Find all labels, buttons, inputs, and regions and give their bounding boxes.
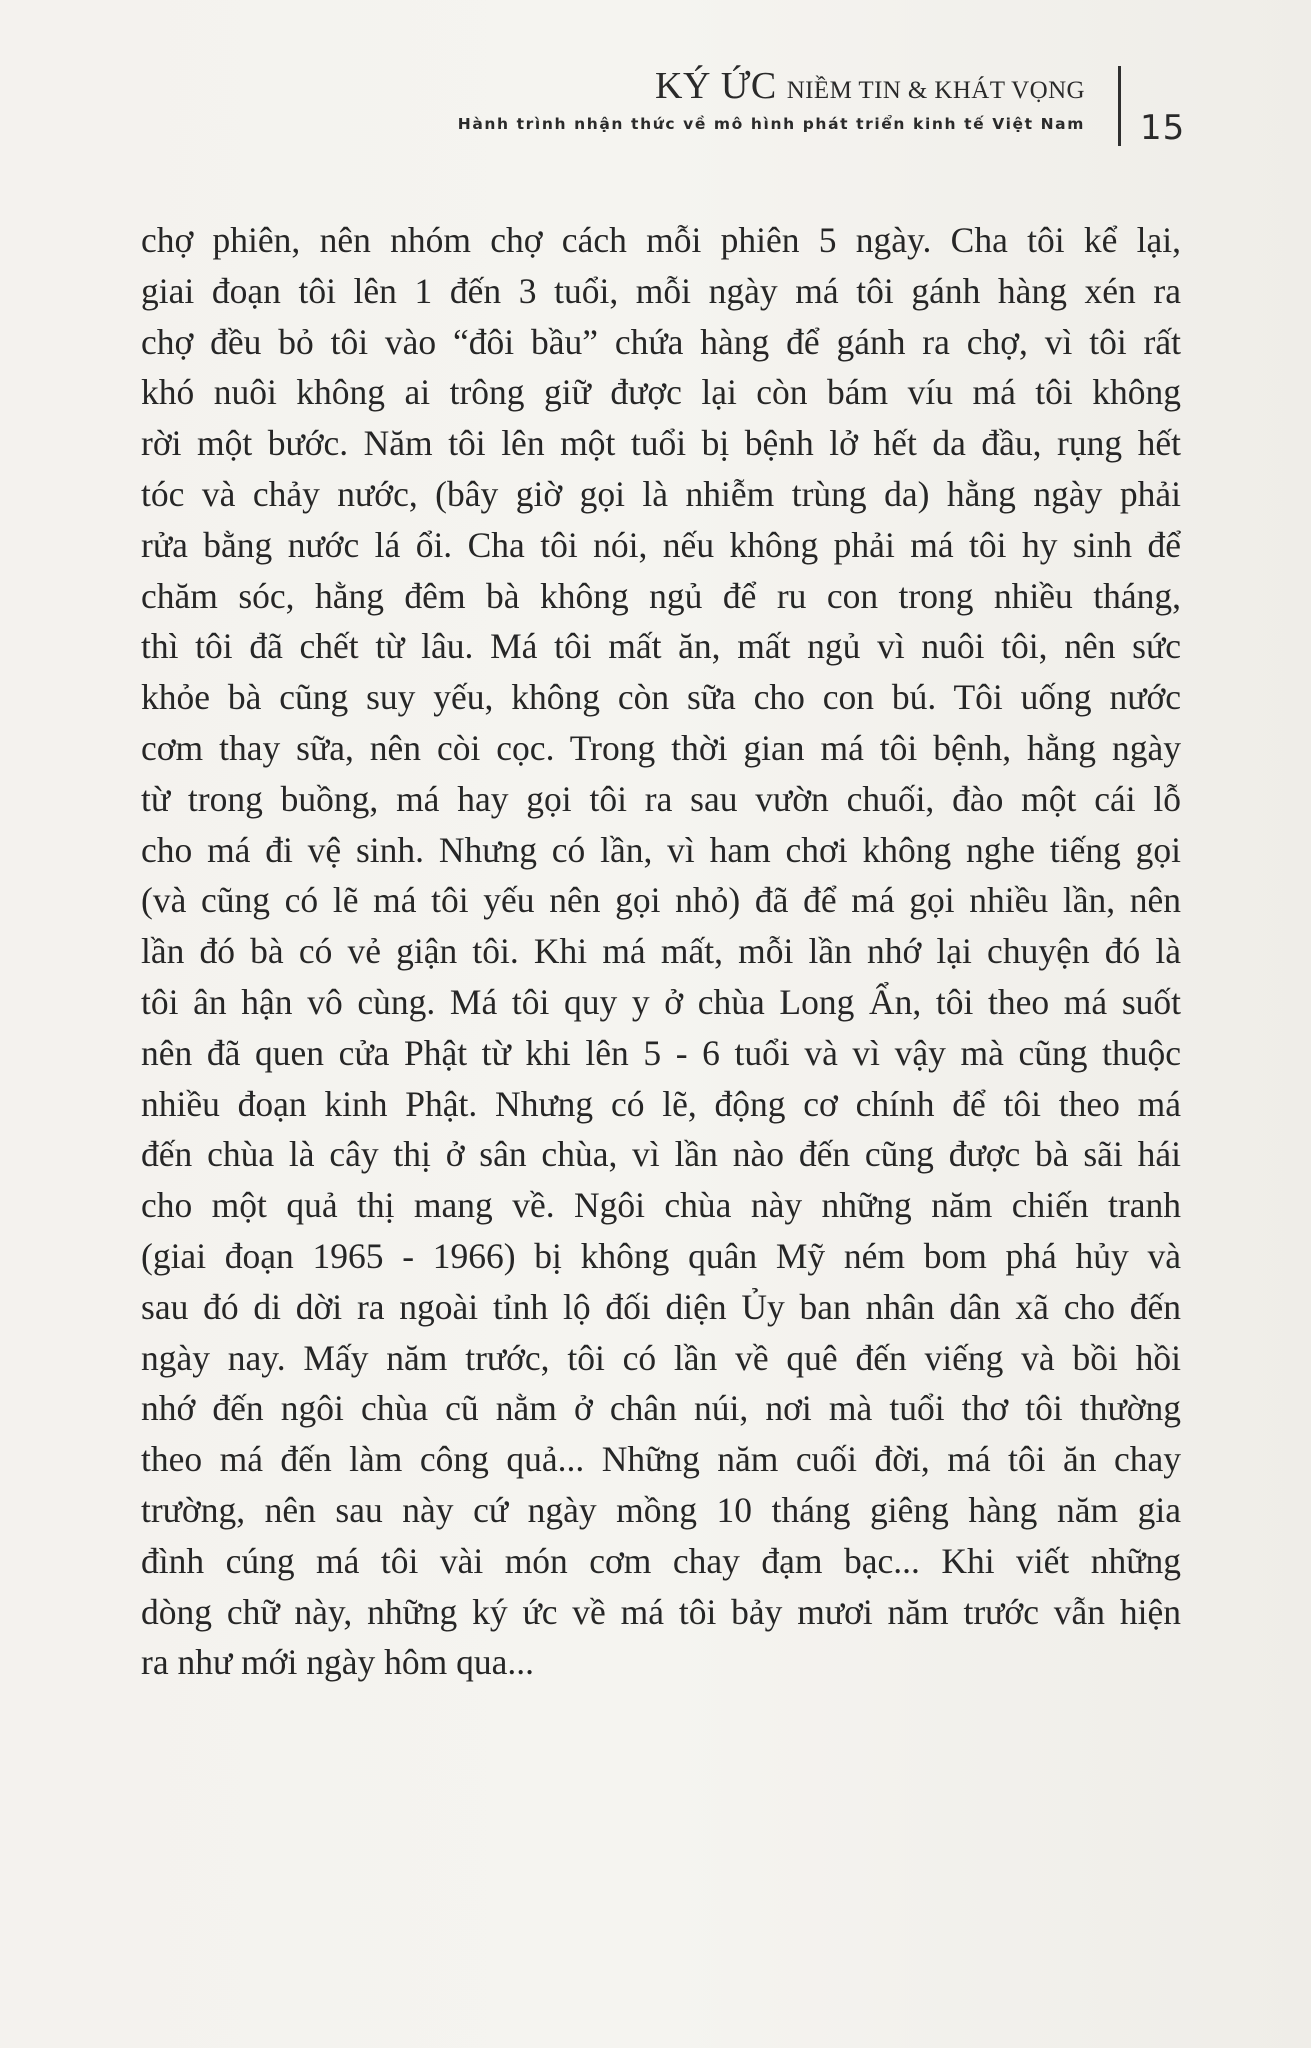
- page-number: 15: [1140, 108, 1186, 148]
- text-line: rửa bằng nước lá ổi. Cha tôi nói, nếu không phải má tôi hy sinh để: [141, 524, 1181, 565]
- text-line: ngày nay. Mấy năm trước, tôi có lần về quê đến viếng và bồi hồi: [141, 1337, 1181, 1378]
- book-title-main: KÝ ỨC: [655, 65, 777, 107]
- text-line: theo má đến làm công quả... Những năm cuối đời, má tôi ăn chay: [141, 1439, 1181, 1480]
- text-line: thì tôi đã chết từ lâu. Má tôi mất ăn, mất ngủ vì nuôi tôi, nên sức: [141, 626, 1181, 667]
- text-line: chợ phiên, nên nhóm chợ cách mỗi phiên 5 ngày. Cha tôi kể lại,: [141, 220, 1181, 260]
- text-line: khỏe bà cũng suy yếu, không còn sữa cho con bú. Tôi uống nước: [141, 677, 1181, 718]
- text-line: tóc và chảy nước, (bây giờ gọi là nhiễm trùng da) hằng ngày phải: [141, 473, 1181, 514]
- text-line: khó nuôi không ai trông giữ được lại còn bám víu má tôi không: [141, 372, 1181, 413]
- text-line: tôi ân hận vô cùng. Má tôi quy y ở chùa Long Ẩn, tôi theo má suốt: [141, 981, 1181, 1022]
- text-line: (và cũng có lẽ má tôi yếu nên gọi nhỏ) đã để má gọi nhiều lần, nên: [141, 880, 1181, 921]
- text-line: (giai đoạn 1965 - 1966) bị không quân Mỹ ném bom phá hủy và: [141, 1235, 1181, 1276]
- text-line: từ trong buồng, má hay gọi tôi ra sau vườn chuối, đào một cái lỗ: [141, 778, 1181, 819]
- text-line: cho má đi vệ sinh. Nhưng có lần, vì ham chơi không nghe tiếng gọi: [141, 829, 1181, 870]
- text-line: trường, nên sau này cứ ngày mồng 10 tháng giêng hàng năm gia: [141, 1489, 1181, 1530]
- text-line-last: ra như mới ngày hôm qua...: [141, 1642, 534, 1683]
- text-line: giai đoạn tôi lên 1 đến 3 tuổi, mỗi ngày má tôi gánh hàng xén ra: [141, 270, 1181, 311]
- text-line: cơm thay sữa, nên còi cọc. Trong thời gian má tôi bệnh, hằng ngày: [141, 727, 1181, 768]
- text-line: nhớ đến ngôi chùa cũ nằm ở chân núi, nơi mà tuổi thơ tôi thường: [141, 1388, 1181, 1429]
- text-line: nhiều đoạn kinh Phật. Nhưng có lẽ, động cơ chính để tôi theo má: [141, 1083, 1181, 1124]
- text-line: đến chùa là cây thị ở sân chùa, vì lần nào đến cũng được bà sãi hái: [141, 1134, 1181, 1175]
- body-paragraph: [141, 215, 1181, 1688]
- book-title-sub: NIỀM TIN & KHÁT VỌNG: [786, 77, 1085, 104]
- text-line: dòng chữ này, những ký ức về má tôi bảy mươi năm trước vẫn hiện: [141, 1591, 1181, 1632]
- header-divider: [1118, 66, 1121, 146]
- text-line: đình cúng má tôi vài món cơm chay đạm bạc... Khi viết những: [141, 1540, 1181, 1581]
- book-title: [458, 64, 1085, 113]
- text-line: lần đó bà có vẻ giận tôi. Khi má mất, mỗi lần nhớ lại chuyện đó là: [141, 931, 1181, 972]
- running-header: [458, 64, 1085, 133]
- text-line: chăm sóc, hằng đêm bà không ngủ để ru con trong nhiều tháng,: [141, 575, 1181, 616]
- text-line: cho một quả thị mang về. Ngôi chùa này những năm chiến tranh: [141, 1185, 1181, 1226]
- text-line: chợ đều bỏ tôi vào “đôi bầu” chứa hàng để gánh ra chợ, vì tôi rất: [141, 321, 1181, 362]
- book-subtitle: Hành trình nhận thức về mô hình phát triển kinh tế Việt Nam: [457, 115, 1085, 133]
- text-line: sau đó di dời ra ngoài tỉnh lộ đối diện Ủy ban nhân dân xã cho đến: [141, 1286, 1181, 1327]
- text-line: nên đã quen cửa Phật từ khi lên 5 - 6 tuổi và vì vậy mà cũng thuộc: [141, 1032, 1181, 1073]
- text-line: rời một bước. Năm tôi lên một tuổi bị bệnh lở hết da đầu, rụng hết: [141, 423, 1181, 464]
